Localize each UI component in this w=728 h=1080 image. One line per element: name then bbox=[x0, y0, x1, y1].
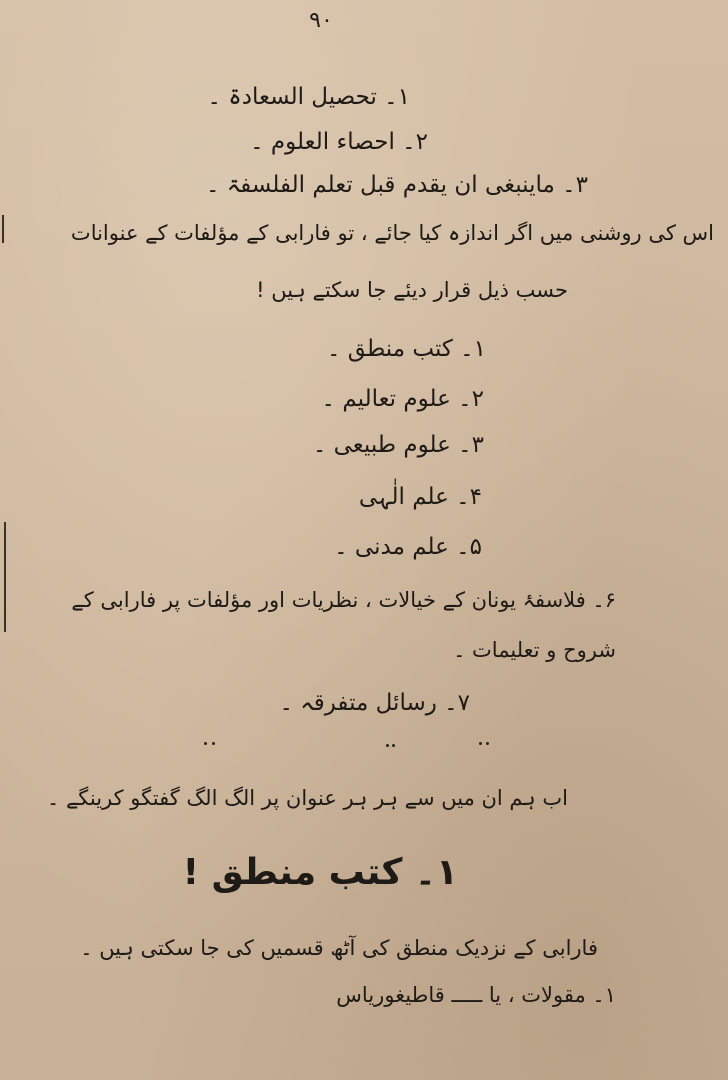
dot bbox=[392, 744, 395, 747]
text-line-10: ۵۔ علم مدنی ۔ bbox=[334, 534, 482, 560]
text-line-17: ۱۔ مقولات ، یا ـــــ قاطیغوریاس bbox=[336, 983, 616, 1007]
dot bbox=[479, 742, 482, 745]
text-line-16: فارابی کے نزدیک منطق کی آٹھ قسمیں کی جا سکتی ہیں ۔ bbox=[80, 936, 598, 960]
page-number: ۹۰ bbox=[309, 8, 333, 33]
text-line-5: حسب ذیل قرار دیئے جا سکتے ہیں ! bbox=[256, 278, 568, 302]
dot bbox=[212, 742, 215, 745]
text-line-2: ۲۔ احصاء العلوم ۔ bbox=[250, 129, 428, 155]
text-line-4: اس کی روشنی میں اگر اندازہ کیا جائے ، تو فارابی کے مؤلفات کے عنوانات bbox=[70, 221, 714, 245]
text-line-1: ۱۔ تحصیل السعادۃ ۔ bbox=[207, 84, 410, 110]
text-line-12: شروح و تعلیمات ۔ bbox=[453, 638, 616, 662]
text-line-7: ۲۔ علوم تعالیم ۔ bbox=[321, 386, 484, 412]
text-line-9: ۴۔ علم الٰہی bbox=[358, 484, 482, 510]
text-line-13: ۷۔ رسائل متفرقہ ۔ bbox=[279, 690, 470, 716]
left-edge-mark-lower bbox=[4, 522, 6, 632]
ellipsis-dots bbox=[0, 738, 728, 758]
text-line-8: ۳۔ علوم طبیعی ۔ bbox=[312, 432, 484, 458]
section-heading: ۱۔ کتب منطق ! bbox=[182, 852, 458, 893]
dot bbox=[386, 744, 389, 747]
dot bbox=[486, 742, 489, 745]
dot bbox=[204, 742, 207, 745]
text-line-3: ۳۔ ماینبغی ان یقدم قبل تعلم الفلسفۃ ۔ bbox=[205, 172, 588, 198]
text-line-14: اب ہم ان میں سے ہر ہر عنوان پر الگ الگ گفتگو کرینگے ۔ bbox=[46, 786, 568, 810]
text-line-6: ۱۔ کتب منطق ۔ bbox=[326, 336, 486, 362]
left-edge-mark-upper bbox=[2, 215, 4, 243]
text-line-11: ۶۔ فلاسفۂ یونان کے خیالات ، نظریات اور مؤلفات پر فارابی کے bbox=[71, 588, 616, 612]
